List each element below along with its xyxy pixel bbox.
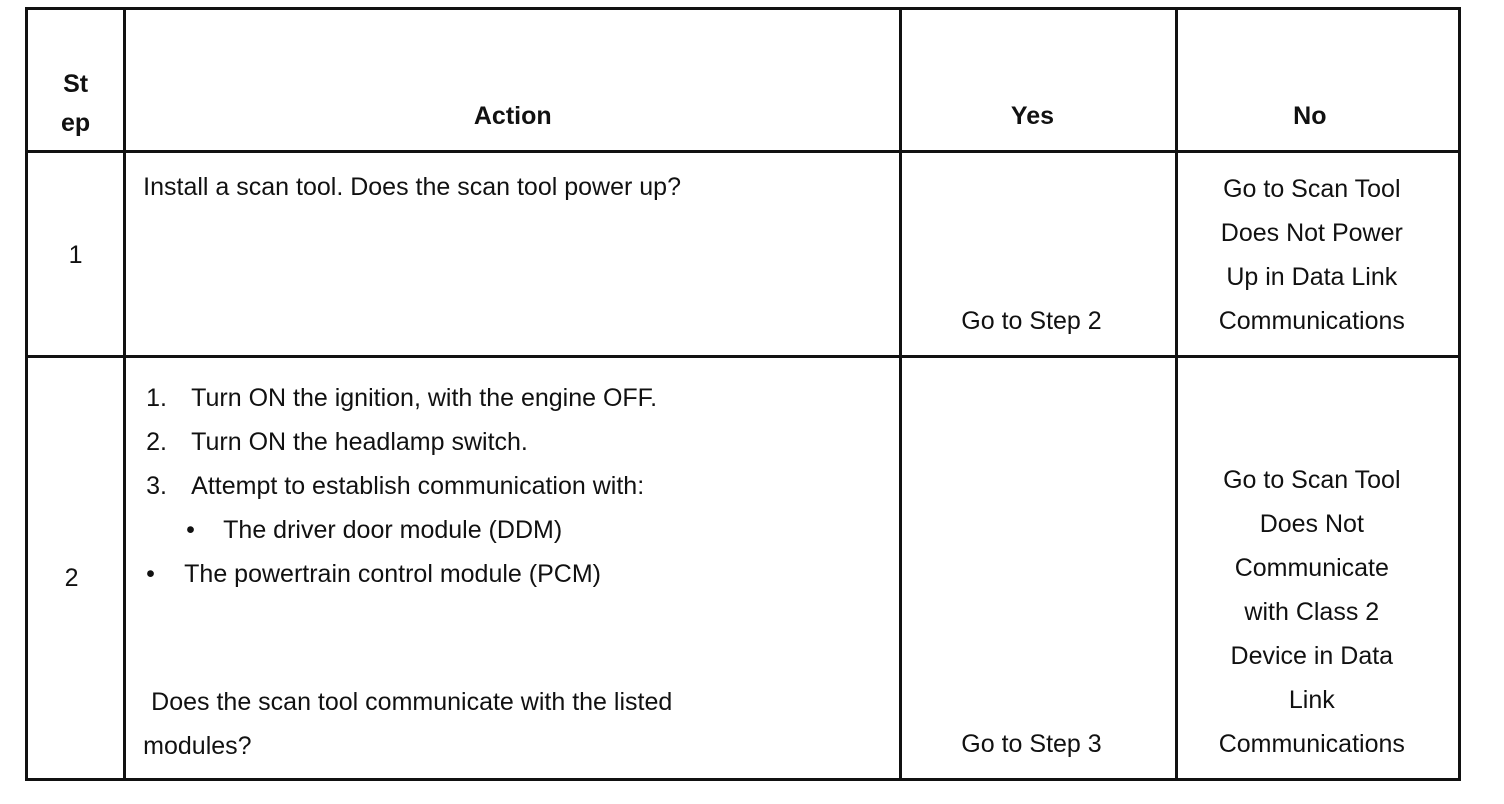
list-text: Turn ON the headlamp switch. [191, 428, 528, 456]
list-text: The powertrain control module (PCM) [184, 560, 601, 588]
no-text [1178, 458, 1458, 766]
list-item [146, 552, 889, 596]
header-step-line1: St [63, 70, 89, 98]
yes-text: Go to Step 3 [961, 730, 1102, 758]
list-item [146, 420, 889, 464]
header-yes-label: Yes [1010, 102, 1055, 130]
no-text-line: Communications [1218, 307, 1405, 335]
list-marker: 2. [146, 428, 168, 456]
yes-cell [901, 357, 1176, 780]
action-text: Install a scan tool. Does the scan tool power up? [143, 173, 681, 201]
header-row [27, 9, 1460, 152]
no-text-line: Link [1288, 686, 1335, 714]
no-text-line: Does Not [1259, 510, 1364, 538]
no-text-line: Go to Scan Tool [1223, 466, 1401, 494]
action-cell [125, 152, 901, 357]
list-text: Attempt to establish communication with: [191, 472, 645, 500]
no-text-line: Device in Data [1230, 642, 1394, 670]
list-item [146, 508, 889, 552]
list-item [146, 376, 889, 420]
no-text [1178, 167, 1458, 343]
no-text-line: Communications [1218, 730, 1405, 758]
list-text: The driver door module (DDM) [223, 516, 563, 544]
action-question [143, 680, 672, 768]
no-text-line: with Class 2 [1244, 598, 1380, 626]
no-text-line: Communicate [1234, 554, 1389, 582]
list-marker: 1. [146, 384, 168, 412]
action-list [146, 376, 889, 596]
list-item [146, 464, 889, 508]
step-cell [27, 357, 125, 780]
header-step [27, 9, 125, 152]
bullet-marker: • [186, 516, 195, 544]
step-number: 2 [64, 564, 79, 592]
header-yes [901, 9, 1176, 152]
bullet-marker: • [146, 560, 155, 588]
table-row [27, 152, 1460, 357]
no-cell [1176, 357, 1459, 780]
action-cell [125, 357, 901, 780]
header-no [1176, 9, 1459, 152]
yes-cell [901, 152, 1176, 357]
question-line: modules? [143, 732, 252, 760]
list-marker: 3. [146, 472, 168, 500]
table-row [27, 357, 1460, 780]
no-cell [1176, 152, 1459, 357]
diagnostic-table [25, 7, 1461, 781]
no-text-line: Go to Scan Tool [1223, 175, 1401, 203]
header-action [125, 9, 901, 152]
question-line: Does the scan tool communicate with the listed [151, 688, 673, 716]
step-number: 1 [68, 241, 83, 269]
header-no-label: No [1293, 102, 1327, 130]
header-step-line2: ep [60, 109, 91, 137]
step-cell [27, 152, 125, 357]
yes-text: Go to Step 2 [961, 307, 1102, 335]
no-text-line: Does Not Power [1220, 219, 1403, 247]
header-action-label: Action [473, 102, 552, 130]
no-text-line: Up in Data Link [1226, 263, 1398, 291]
list-text: Turn ON the ignition, with the engine OFF. [191, 384, 658, 412]
